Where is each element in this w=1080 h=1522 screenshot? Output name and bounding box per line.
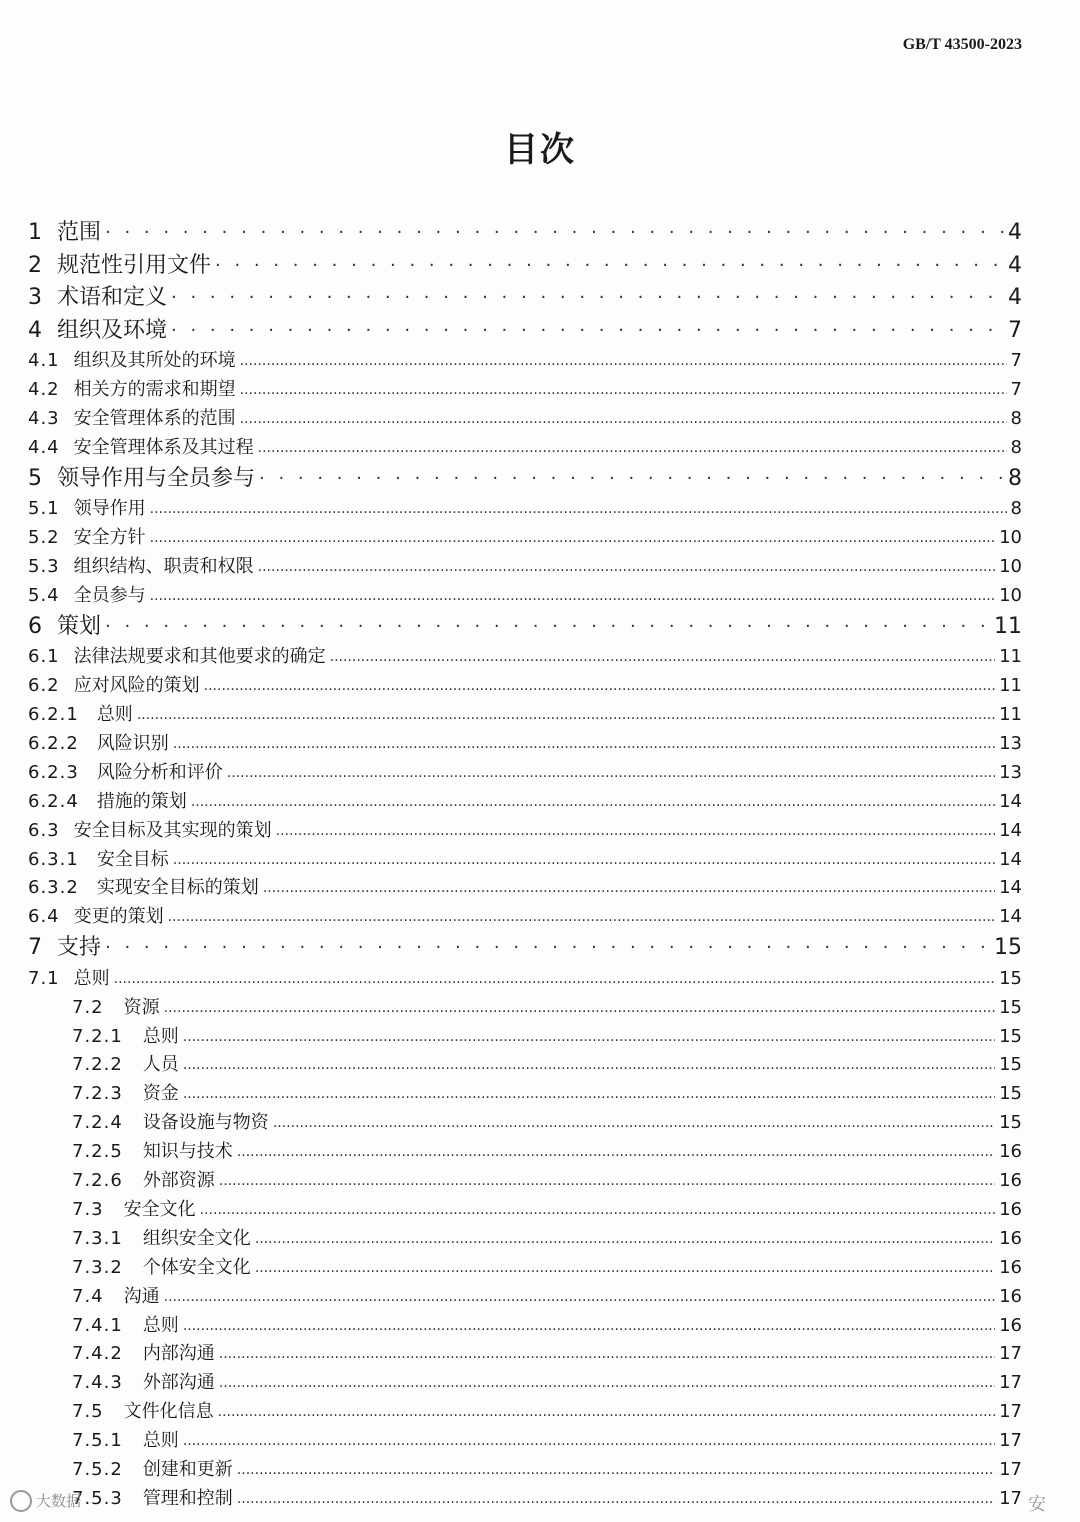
toc-leader <box>191 795 995 809</box>
toc-leader <box>227 766 995 780</box>
toc-number: 6.2.4 <box>28 790 79 812</box>
toc-page-number: 15 <box>999 1025 1022 1047</box>
watermark-right: 安 <box>1028 1494 1046 1515</box>
toc-entry[interactable] <box>0 378 1080 400</box>
toc-number: 7 <box>28 935 43 961</box>
toc-entry[interactable] <box>0 1025 1080 1047</box>
toc-page-number: 16 <box>999 1256 1022 1278</box>
toc-entry[interactable] <box>0 967 1080 989</box>
toc-entry[interactable] <box>0 529 1080 547</box>
toc-page-number: 14 <box>999 848 1022 870</box>
toc-number: 4.3 <box>28 407 60 429</box>
toc-number: 7.2.1 <box>72 1025 123 1047</box>
toc-leader <box>200 1203 995 1217</box>
toc-number: 7.2 <box>72 996 104 1018</box>
toc-entry[interactable] <box>0 352 1080 370</box>
toc-label: 组织及其所处的环境 <box>73 350 236 371</box>
toc-page-number: 7 <box>1010 350 1022 371</box>
toc-label: 支持 <box>57 935 102 961</box>
toc-page-number: 11 <box>999 646 1022 668</box>
toc-number: 7.4 <box>72 1285 104 1307</box>
toc-number: 4.4 <box>28 436 60 458</box>
toc-number: 7.2.6 <box>72 1170 123 1191</box>
toc-label: 内部沟通 <box>142 1343 215 1365</box>
toc-label: 总则 <box>142 1025 179 1047</box>
toc-number: 6.2.2 <box>28 732 79 754</box>
toc-entry[interactable] <box>0 996 1080 1018</box>
toc-number: 6.3.1 <box>28 848 79 870</box>
toc-page-number: 15 <box>999 1083 1022 1105</box>
toc-number: 7.5.2 <box>72 1459 123 1480</box>
toc-leader <box>183 1087 995 1101</box>
toc-label: 应对风险的策划 <box>73 675 200 697</box>
toc-leader <box>240 383 1007 397</box>
toc-entry[interactable] <box>0 1256 1080 1278</box>
toc-label: 术语和定义 <box>57 285 168 310</box>
toc-number: 7.4.1 <box>72 1314 123 1336</box>
toc-number: 6.3 <box>28 819 60 841</box>
toc-number: 4.1 <box>28 350 60 371</box>
toc-page-number: 14 <box>999 877 1022 899</box>
page-title: 目次 <box>504 130 576 170</box>
toc-leader <box>150 589 995 603</box>
toc-entry[interactable] <box>0 1056 1080 1074</box>
toc-entry[interactable] <box>0 848 1080 870</box>
toc-leader <box>259 470 1004 488</box>
toc-entry[interactable] <box>0 287 1080 309</box>
toc-label: 文件化信息 <box>123 1401 214 1423</box>
toc-label: 管理和控制 <box>142 1487 233 1509</box>
toc-entry[interactable] <box>0 613 1080 639</box>
toc-number: 5.1 <box>28 498 60 520</box>
toc-entry[interactable] <box>0 648 1080 666</box>
toc-label: 安全目标 <box>96 848 169 870</box>
toc-label: 实现安全目标的策划 <box>96 877 259 899</box>
toc-number: 1 <box>28 220 43 245</box>
toc-entry[interactable] <box>0 1461 1080 1479</box>
toc-label: 设备设施与物资 <box>142 1112 269 1134</box>
toc-label: 规范性引用文件 <box>57 252 212 278</box>
toc-entry[interactable] <box>0 1085 1080 1103</box>
toc-number: 5.3 <box>28 555 60 577</box>
toc-label: 组织安全文化 <box>142 1227 251 1249</box>
toc-page-number: 16 <box>999 1141 1022 1163</box>
toc-page-number: 4 <box>1008 220 1022 245</box>
toc-page-number: 17 <box>999 1487 1022 1509</box>
toc-number: 7.3.1 <box>72 1227 123 1249</box>
toc-page-number: 13 <box>999 761 1022 783</box>
toc-label: 安全管理体系的范围 <box>73 407 236 429</box>
toc-leader <box>219 1347 995 1361</box>
toc-leader <box>183 1030 995 1044</box>
toc-label: 变更的策划 <box>73 906 164 928</box>
toc-leader <box>276 824 995 838</box>
toc-leader <box>183 1319 995 1333</box>
toc-label: 风险分析和评价 <box>96 761 223 783</box>
toc-leader <box>171 289 1004 307</box>
toc-number: 7.2.2 <box>72 1054 123 1076</box>
toc-leader <box>150 531 995 545</box>
toc-leader <box>273 1116 995 1130</box>
toc-label: 沟通 <box>123 1285 160 1307</box>
toc-leader <box>105 939 990 957</box>
toc-page-number: 4 <box>1008 252 1022 278</box>
toc-leader <box>218 1405 995 1419</box>
toc-leader <box>215 257 1004 275</box>
toc-label: 组织结构、职责和权限 <box>73 555 254 577</box>
toc-leader <box>150 502 1007 516</box>
toc-entry[interactable] <box>0 555 1080 577</box>
toc-leader <box>137 708 995 722</box>
toc-label: 总则 <box>73 967 110 989</box>
toc-entry[interactable] <box>0 317 1080 343</box>
standard-code: GB/T 43500-2023 <box>902 36 1022 53</box>
toc-leader <box>263 881 995 895</box>
toc-page-number: 16 <box>999 1170 1022 1191</box>
toc-entry[interactable] <box>0 1285 1080 1307</box>
toc-page-number: 15 <box>999 967 1022 989</box>
toc-entry[interactable] <box>0 1114 1080 1132</box>
toc-entry[interactable] <box>0 1432 1080 1450</box>
toc-leader <box>114 972 995 986</box>
toc-leader <box>237 1463 995 1477</box>
toc-leader <box>105 618 990 636</box>
toc-label: 范围 <box>57 220 102 245</box>
toc-entry[interactable] <box>0 1172 1080 1190</box>
toc-number: 2 <box>28 252 43 278</box>
toc-entry[interactable] <box>0 222 1080 244</box>
watermark-icon <box>10 1490 32 1512</box>
toc-page-number: 8 <box>1010 407 1022 429</box>
toc-page-number: 8 <box>1010 498 1022 520</box>
toc-entry[interactable] <box>0 879 1080 897</box>
toc-entry[interactable] <box>0 1314 1080 1336</box>
toc-page-number: 16 <box>999 1198 1022 1220</box>
toc-entry[interactable] <box>0 732 1080 754</box>
toc-label: 人员 <box>142 1054 179 1076</box>
toc-leader <box>255 1261 995 1275</box>
toc-page-number: 17 <box>999 1401 1022 1423</box>
toc-number: 7.2.5 <box>72 1141 123 1163</box>
toc-label: 组织及环境 <box>57 317 168 343</box>
toc-number: 6.2.1 <box>28 704 79 725</box>
toc-leader <box>164 1001 995 1015</box>
toc-leader <box>168 910 995 924</box>
toc-page-number: 15 <box>994 935 1022 961</box>
toc-page-number: 10 <box>999 584 1022 606</box>
toc-label: 措施的策划 <box>96 790 187 812</box>
toc-entry[interactable] <box>0 790 1080 812</box>
toc-number: 7.4.3 <box>72 1372 123 1394</box>
toc-number: 7.3.2 <box>72 1256 123 1278</box>
toc-page-number: 4 <box>1008 285 1022 310</box>
toc-number: 6.4 <box>28 906 60 928</box>
toc-page-number: 11 <box>994 613 1022 639</box>
toc-entry[interactable] <box>0 677 1080 695</box>
toc-number: 7.5.1 <box>72 1430 123 1452</box>
toc-page-number: 16 <box>999 1227 1022 1249</box>
toc-leader <box>173 853 995 867</box>
toc-number: 4 <box>28 317 43 343</box>
toc-number: 6 <box>28 613 43 639</box>
toc-leader <box>173 737 995 751</box>
toc-page-number: 15 <box>999 1112 1022 1134</box>
toc-label: 风险识别 <box>96 732 169 754</box>
toc-number: 3 <box>28 285 43 310</box>
toc-number: 6.1 <box>28 646 60 668</box>
toc-label: 领导作用 <box>73 498 146 520</box>
toc-page-number: 10 <box>999 555 1022 577</box>
toc-number: 7.2.3 <box>72 1083 123 1105</box>
toc-entry[interactable] <box>0 465 1080 491</box>
toc-label: 安全方针 <box>73 527 146 548</box>
toc-entry[interactable] <box>0 908 1080 926</box>
toc-entry[interactable] <box>0 500 1080 518</box>
toc-entry[interactable] <box>0 1374 1080 1392</box>
toc-label: 总则 <box>96 704 133 725</box>
toc-number: 7.1 <box>28 967 60 989</box>
toc-label: 总则 <box>142 1314 179 1336</box>
toc-page-number: 11 <box>999 675 1022 697</box>
toc-entry[interactable] <box>0 1227 1080 1249</box>
toc-label: 个体安全文化 <box>142 1256 251 1278</box>
toc-leader <box>171 322 1004 340</box>
toc-leader <box>164 1290 995 1304</box>
toc-leader <box>183 1058 995 1072</box>
toc-number: 6.2 <box>28 675 60 697</box>
toc-leader <box>237 1145 995 1159</box>
toc-page-number: 14 <box>999 819 1022 841</box>
toc-number: 7.2.4 <box>72 1112 123 1134</box>
toc-label: 相关方的需求和期望 <box>73 378 236 400</box>
toc-label: 策划 <box>57 613 102 639</box>
toc-leader <box>240 354 1007 368</box>
toc-entry[interactable] <box>0 436 1080 458</box>
toc-number: 7.5.3 <box>72 1487 123 1509</box>
toc-page-number: 17 <box>999 1430 1022 1452</box>
toc-leader <box>258 560 995 574</box>
toc-label: 创建和更新 <box>142 1459 233 1480</box>
toc-page-number: 17 <box>999 1343 1022 1365</box>
toc-entry[interactable] <box>0 1487 1080 1509</box>
toc-page-number: 15 <box>999 1054 1022 1076</box>
toc-page-number: 16 <box>999 1285 1022 1307</box>
toc-label: 外部资源 <box>142 1170 215 1191</box>
toc-entry[interactable] <box>0 1403 1080 1421</box>
toc-label: 全员参与 <box>73 584 146 606</box>
toc-page-number: 14 <box>999 790 1022 812</box>
toc-entry[interactable] <box>0 706 1080 724</box>
toc-page-number: 13 <box>999 732 1022 754</box>
toc-page-number: 11 <box>999 704 1022 725</box>
toc-page-number: 7 <box>1010 378 1022 400</box>
toc-entry[interactable] <box>0 1143 1080 1161</box>
toc-entry[interactable] <box>0 761 1080 783</box>
toc-page-number: 8 <box>1010 436 1022 458</box>
toc-number: 5 <box>28 465 43 491</box>
toc-leader <box>219 1376 995 1390</box>
watermark-left: 大数据 <box>10 1490 81 1513</box>
toc-label: 安全管理体系及其过程 <box>73 436 254 458</box>
toc-entry[interactable] <box>0 937 1080 959</box>
toc-label: 领导作用与全员参与 <box>57 465 256 491</box>
toc-leader <box>219 1174 995 1188</box>
toc-leader <box>258 441 1007 455</box>
toc-label: 总则 <box>142 1430 179 1452</box>
toc-page-number: 10 <box>999 527 1022 548</box>
toc-leader <box>183 1434 995 1448</box>
toc-entry[interactable] <box>0 584 1080 606</box>
toc-number: 5.4 <box>28 584 60 606</box>
toc-number: 7.3 <box>72 1198 104 1220</box>
toc-page-number: 8 <box>1008 465 1022 491</box>
toc-number: 7.4.2 <box>72 1343 123 1365</box>
toc-leader <box>240 412 1007 426</box>
toc-label: 安全目标及其实现的策划 <box>73 819 272 841</box>
toc-page-number: 7 <box>1008 317 1022 343</box>
toc-leader <box>105 224 1004 242</box>
toc-number: 6.2.3 <box>28 761 79 783</box>
toc-label: 资源 <box>123 996 160 1018</box>
toc-label: 资金 <box>142 1083 179 1105</box>
toc-entry[interactable] <box>0 819 1080 841</box>
toc-number: 5.2 <box>28 527 60 548</box>
toc-page-number: 14 <box>999 906 1022 928</box>
toc-page-number: 17 <box>999 1459 1022 1480</box>
toc-page-number: 15 <box>999 996 1022 1018</box>
toc-page-number: 17 <box>999 1372 1022 1394</box>
toc-number: 7.5 <box>72 1401 104 1423</box>
toc-entry[interactable] <box>0 1198 1080 1220</box>
toc-entry[interactable] <box>0 407 1080 429</box>
toc-leader <box>237 1492 995 1506</box>
toc-label: 外部沟通 <box>142 1372 215 1394</box>
toc-page-number: 16 <box>999 1314 1022 1336</box>
toc-label: 安全文化 <box>123 1198 196 1220</box>
toc-leader <box>255 1232 995 1246</box>
toc-number: 4.2 <box>28 378 60 400</box>
toc-number: 6.3.2 <box>28 877 79 899</box>
toc-label: 知识与技术 <box>142 1141 233 1163</box>
toc-entry[interactable] <box>0 1345 1080 1363</box>
toc-label: 法律法规要求和其他要求的确定 <box>73 646 326 668</box>
toc-entry[interactable] <box>0 252 1080 278</box>
toc-leader <box>330 650 995 664</box>
toc-leader <box>204 679 995 693</box>
